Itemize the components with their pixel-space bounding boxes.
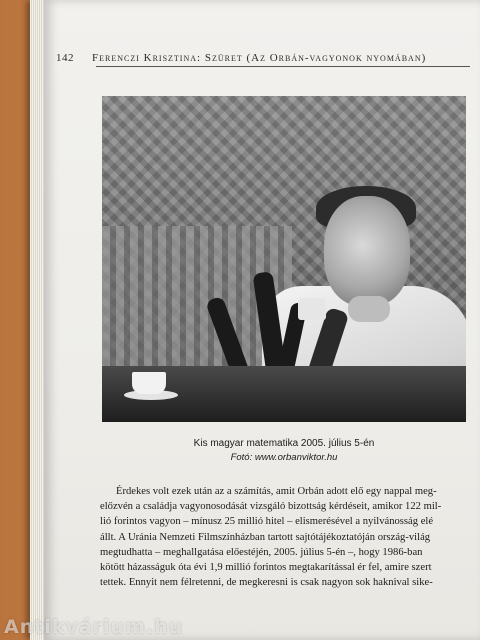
watermark: Antikvárium.hu [4,616,184,638]
photo-speaker-hand [348,296,390,322]
body-line: előzvén a családja vagyonosodását vizsgáló bizottság kérdéseit, amikor 122 mil- [100,501,442,513]
photo-speaker-head [324,196,410,306]
body-line: Érdekes volt ezek után az a számítás, amit Orbán adott elő egy nappal meg- [116,486,437,497]
press-conference-photo [102,96,466,422]
body-line: állt. A Uránia Nemzeti Filmszínházban tartott sajtótájékoztatóján ország-világ [100,531,431,543]
body-paragraph [100,484,472,590]
microphone-logo-tag [298,298,326,320]
body-line: megtudhatta – meghallgatása előestéjén, 2005. július 5-én –, hogy 1986-ban [100,546,423,558]
running-head-title: Ferenczi Krisztina: Szüret (Az Orbán-vagyonok nyomában) [92,52,427,64]
page-number: 142 [56,52,74,64]
running-head-rule [96,66,470,67]
running-head [56,52,470,64]
photo-caption [100,437,468,465]
coffee-cup-icon [132,372,166,394]
body-line: tettek. Ennyit nem félretenni, de megkeresni is csak nagyon sok haknival sike- [100,577,433,589]
body-line: lió forintos vagyon – mínusz 25 millió hitel – elismerésével a nyilvánosság elé [100,516,434,528]
body-line: kötött házasságuk óta évi 1,9 millió forintos megtakarítással ér fel, amire szert [100,562,432,574]
photo-caption-credit: Fotó: www.orbanviktor.hu [230,452,338,463]
photo-caption-title: Kis magyar matematika 2005. július 5-én [193,438,375,449]
